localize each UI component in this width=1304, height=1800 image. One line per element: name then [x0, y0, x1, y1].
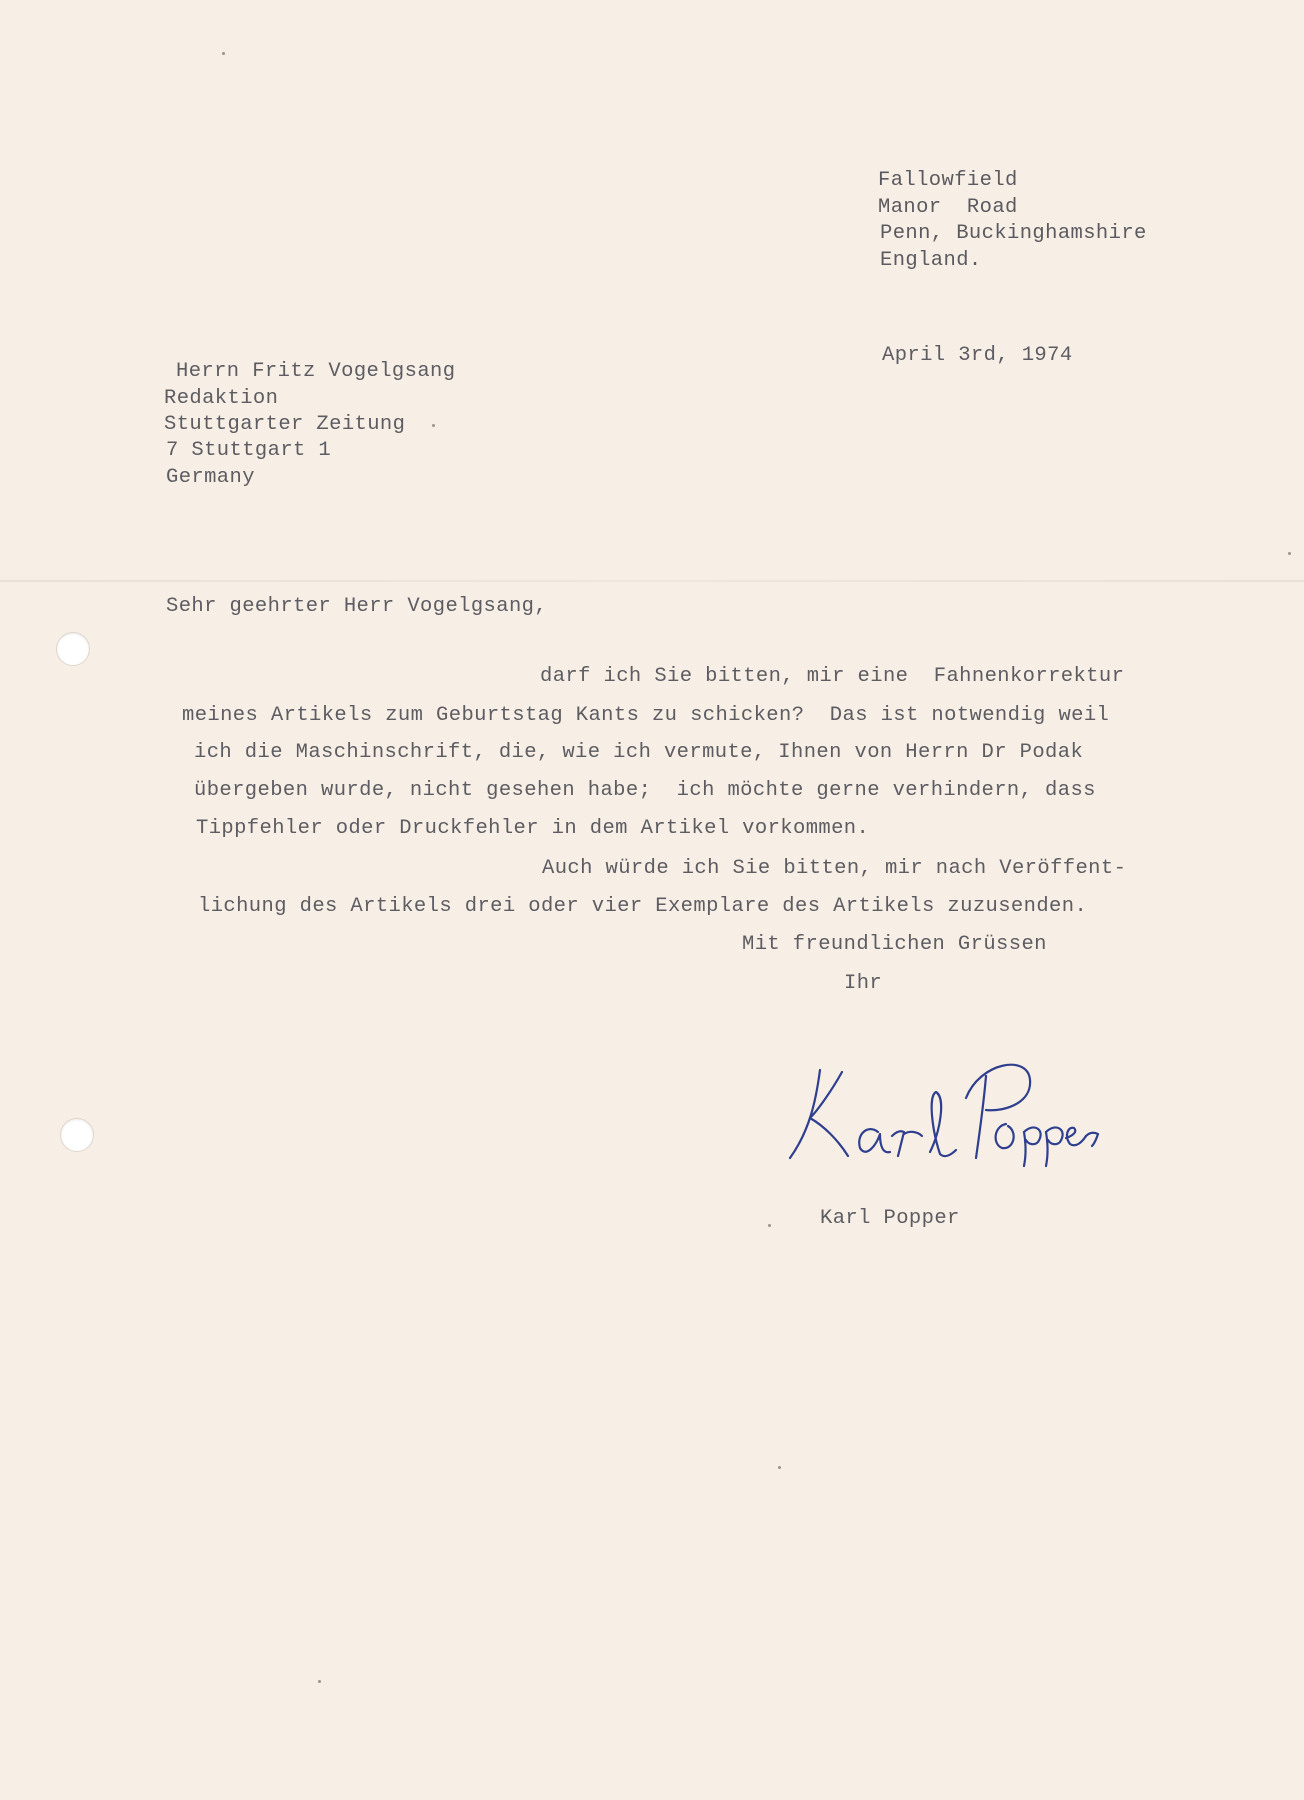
paper-speck — [432, 424, 435, 427]
closing-ihr: Ihr — [844, 972, 883, 995]
body-line: übergeben wurde, nicht gesehen habe; ich möchte gerne verhindern, dass — [194, 779, 1096, 802]
paper-speck — [222, 52, 225, 55]
paper-speck — [778, 1466, 781, 1469]
recipient-line-2: Redaktion — [164, 387, 279, 410]
recipient-line-5: Germany — [166, 466, 255, 489]
recipient-line-1: Herrn Fritz Vogelgsang — [176, 360, 456, 383]
punch-hole-bottom — [60, 1118, 94, 1152]
paper-speck — [768, 1224, 771, 1227]
body-line: darf ich Sie bitten, mir eine Fahnenkorrektur — [540, 665, 1125, 688]
paper-fold-line — [0, 580, 1304, 582]
body-line: Tippfehler oder Druckfehler in dem Artikel vorkommen. — [196, 817, 870, 840]
recipient-line-4: 7 Stuttgart 1 — [166, 439, 332, 462]
body-line: Auch würde ich Sie bitten, mir nach Veröffent- — [542, 857, 1127, 880]
sender-line-2: Manor Road — [878, 196, 1018, 219]
sender-line-3: Penn, Buckinghamshire — [880, 222, 1147, 245]
punch-hole-top — [56, 632, 90, 666]
body-line: lichung des Artikels drei oder vier Exemplare des Artikels zuzusenden. — [198, 895, 1088, 918]
body-line: ich die Maschinschrift, die, wie ich vermute, Ihnen von Herrn Dr Podak — [194, 741, 1084, 764]
handwritten-signature — [780, 1040, 1100, 1170]
closing-greeting: Mit freundlichen Grüssen — [742, 933, 1047, 956]
salutation: Sehr geehrter Herr Vogelgsang, — [166, 595, 548, 618]
paper-speck — [1288, 552, 1291, 555]
typed-name: Karl Popper — [820, 1207, 960, 1230]
sender-line-4: England. — [880, 249, 982, 272]
sender-line-1: Fallowfield — [878, 169, 1018, 192]
letter-date: April 3rd, 1974 — [882, 344, 1073, 367]
body-line: meines Artikels zum Geburtstag Kants zu schicken? Das ist notwendig weil — [182, 704, 1110, 727]
recipient-line-3: Stuttgarter Zeitung — [164, 413, 406, 436]
paper-speck — [318, 1680, 321, 1683]
